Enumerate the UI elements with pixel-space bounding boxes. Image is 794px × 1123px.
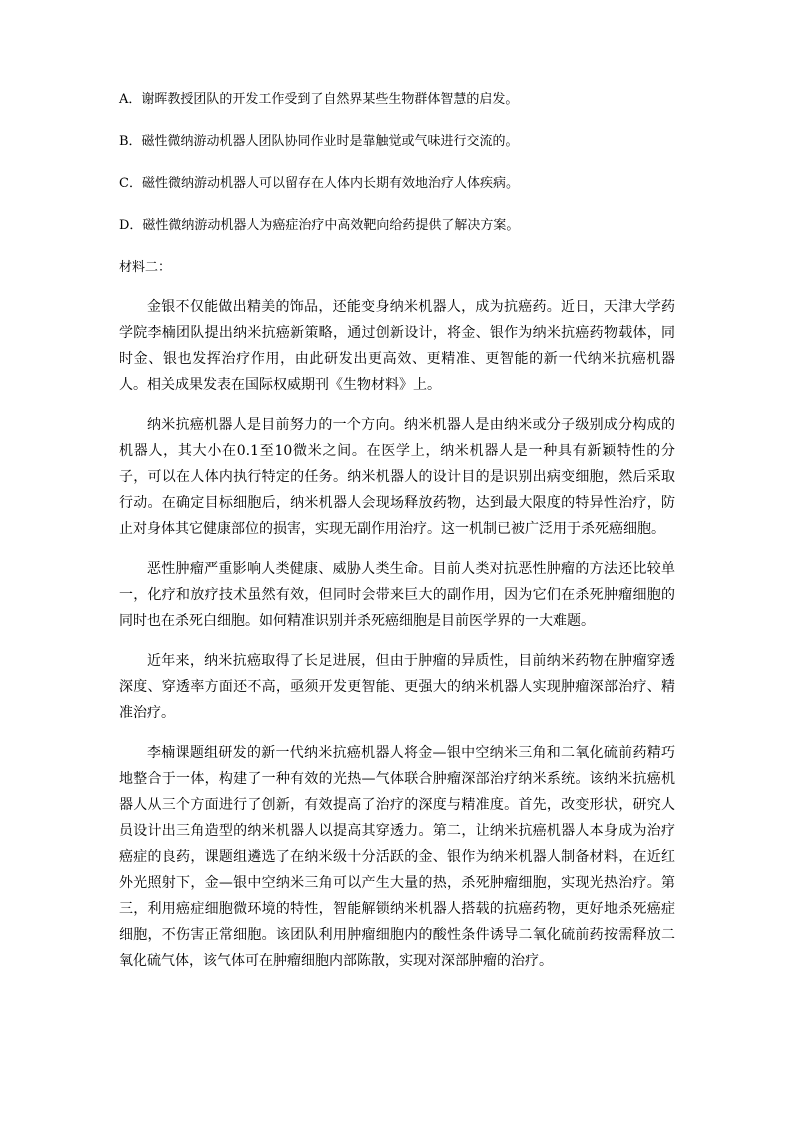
option-b: B．磁性微纳游动机器人团队协同作业时是靠触觉或气味进行交流的。 <box>119 134 519 149</box>
option-a: A．谢晖教授团队的开发工作受到了自然界某些生物群体智慧的启发。 <box>119 92 519 107</box>
paragraph-3: 恶性肿瘤严重影响人类健康、威胁人类生命。目前人类对抗恶性肿瘤的方法还比较单一，化疗和放疗技术虽然有效，但同时会带来巨大的副作用，因为它们在杀死肿瘤细胞的同时也在杀死白细胞。如何精准识别并杀死癌细胞是目前医学界的一大难题。 <box>119 561 675 629</box>
paragraph-2: 纳米抗癌机器人是目前努力的一个方向。纳米机器人是由纳米或分子级别成分构成的机器人，其大小在0.1至10微米之间。在医学上，纳米机器人是一种具有新颖特性的分子，可以在人体内执行特定的任务。纳米机器人的设计目的是识别出病变细胞，然后采取行动。在确定目标细胞后，纳米机器人会现场释放药物，达到最大限度的特异性治疗，防止对身体其它健康部位的损害，实现无副作用治疗。这一机制已被广泛用于杀死癌细胞。 <box>119 417 675 537</box>
option-d: D．磁性微纳游动机器人为癌症治疗中高效靶向给药提供了解决方案。 <box>119 218 520 233</box>
option-c: C．磁性微纳游动机器人可以留存在人体内长期有效地治疗人体疾病。 <box>119 176 519 191</box>
material-title: 材料二： <box>119 260 172 275</box>
paragraph-4: 近年来，纳米抗癌取得了长足进展，但由于肿瘤的异质性，目前纳米药物在肿瘤穿透深度、穿透率方面还不高，亟须开发更智能、更强大的纳米机器人实现肿瘤深部治疗、精准治疗。 <box>119 653 675 721</box>
paragraph-5: 李楠课题组研发的新一代纳米抗癌机器人将金—银中空纳米三角和二氧化硫前药精巧地整合于一体，构建了一种有效的光热—气体联合肿瘤深部治疗纳米系统。该纳米抗癌机器人从三个方面进行了创新，有效提高了治疗的深度与精准度。首先，改变形状，研究人员设计出三角造型的纳米机器人以提高其穿透力。第二，让纳米抗癌机器人本身成为治疗癌症的良药，课题组遴选了在纳米级十分活跃的金、银作为纳米机器人制备材料，在近红外光照射下，金—银中空纳米三角可以产生大量的热，杀死肿瘤细胞，实现光热治疗。第三，利用癌症细胞微环境的特性，智能解锁纳米机器人搭载的抗癌药物，更好地杀死癌症细胞，不伤害正常细胞。该团队利用肿瘤细胞内的酸性条件诱导二氧化硫前药按需释放二氧化硫气体，该气体可在肿瘤细胞内部陈散，实现对深部肿瘤的治疗。 <box>119 745 675 969</box>
paragraph-1: 金银不仅能做出精美的饰品，还能变身纳米机器人，成为抗癌药。近日，天津大学药学院李楠团队提出纳米抗癌新策略，通过创新设计，将金、银作为纳米抗癌药物载体，同时金、银也发挥治疗作用，由此研发出更高效、更精准、更智能的新一代纳米抗癌机器人。相关成果发表在国际权威期刊《生物材料》上。 <box>119 299 675 393</box>
document-content <box>119 90 675 988</box>
